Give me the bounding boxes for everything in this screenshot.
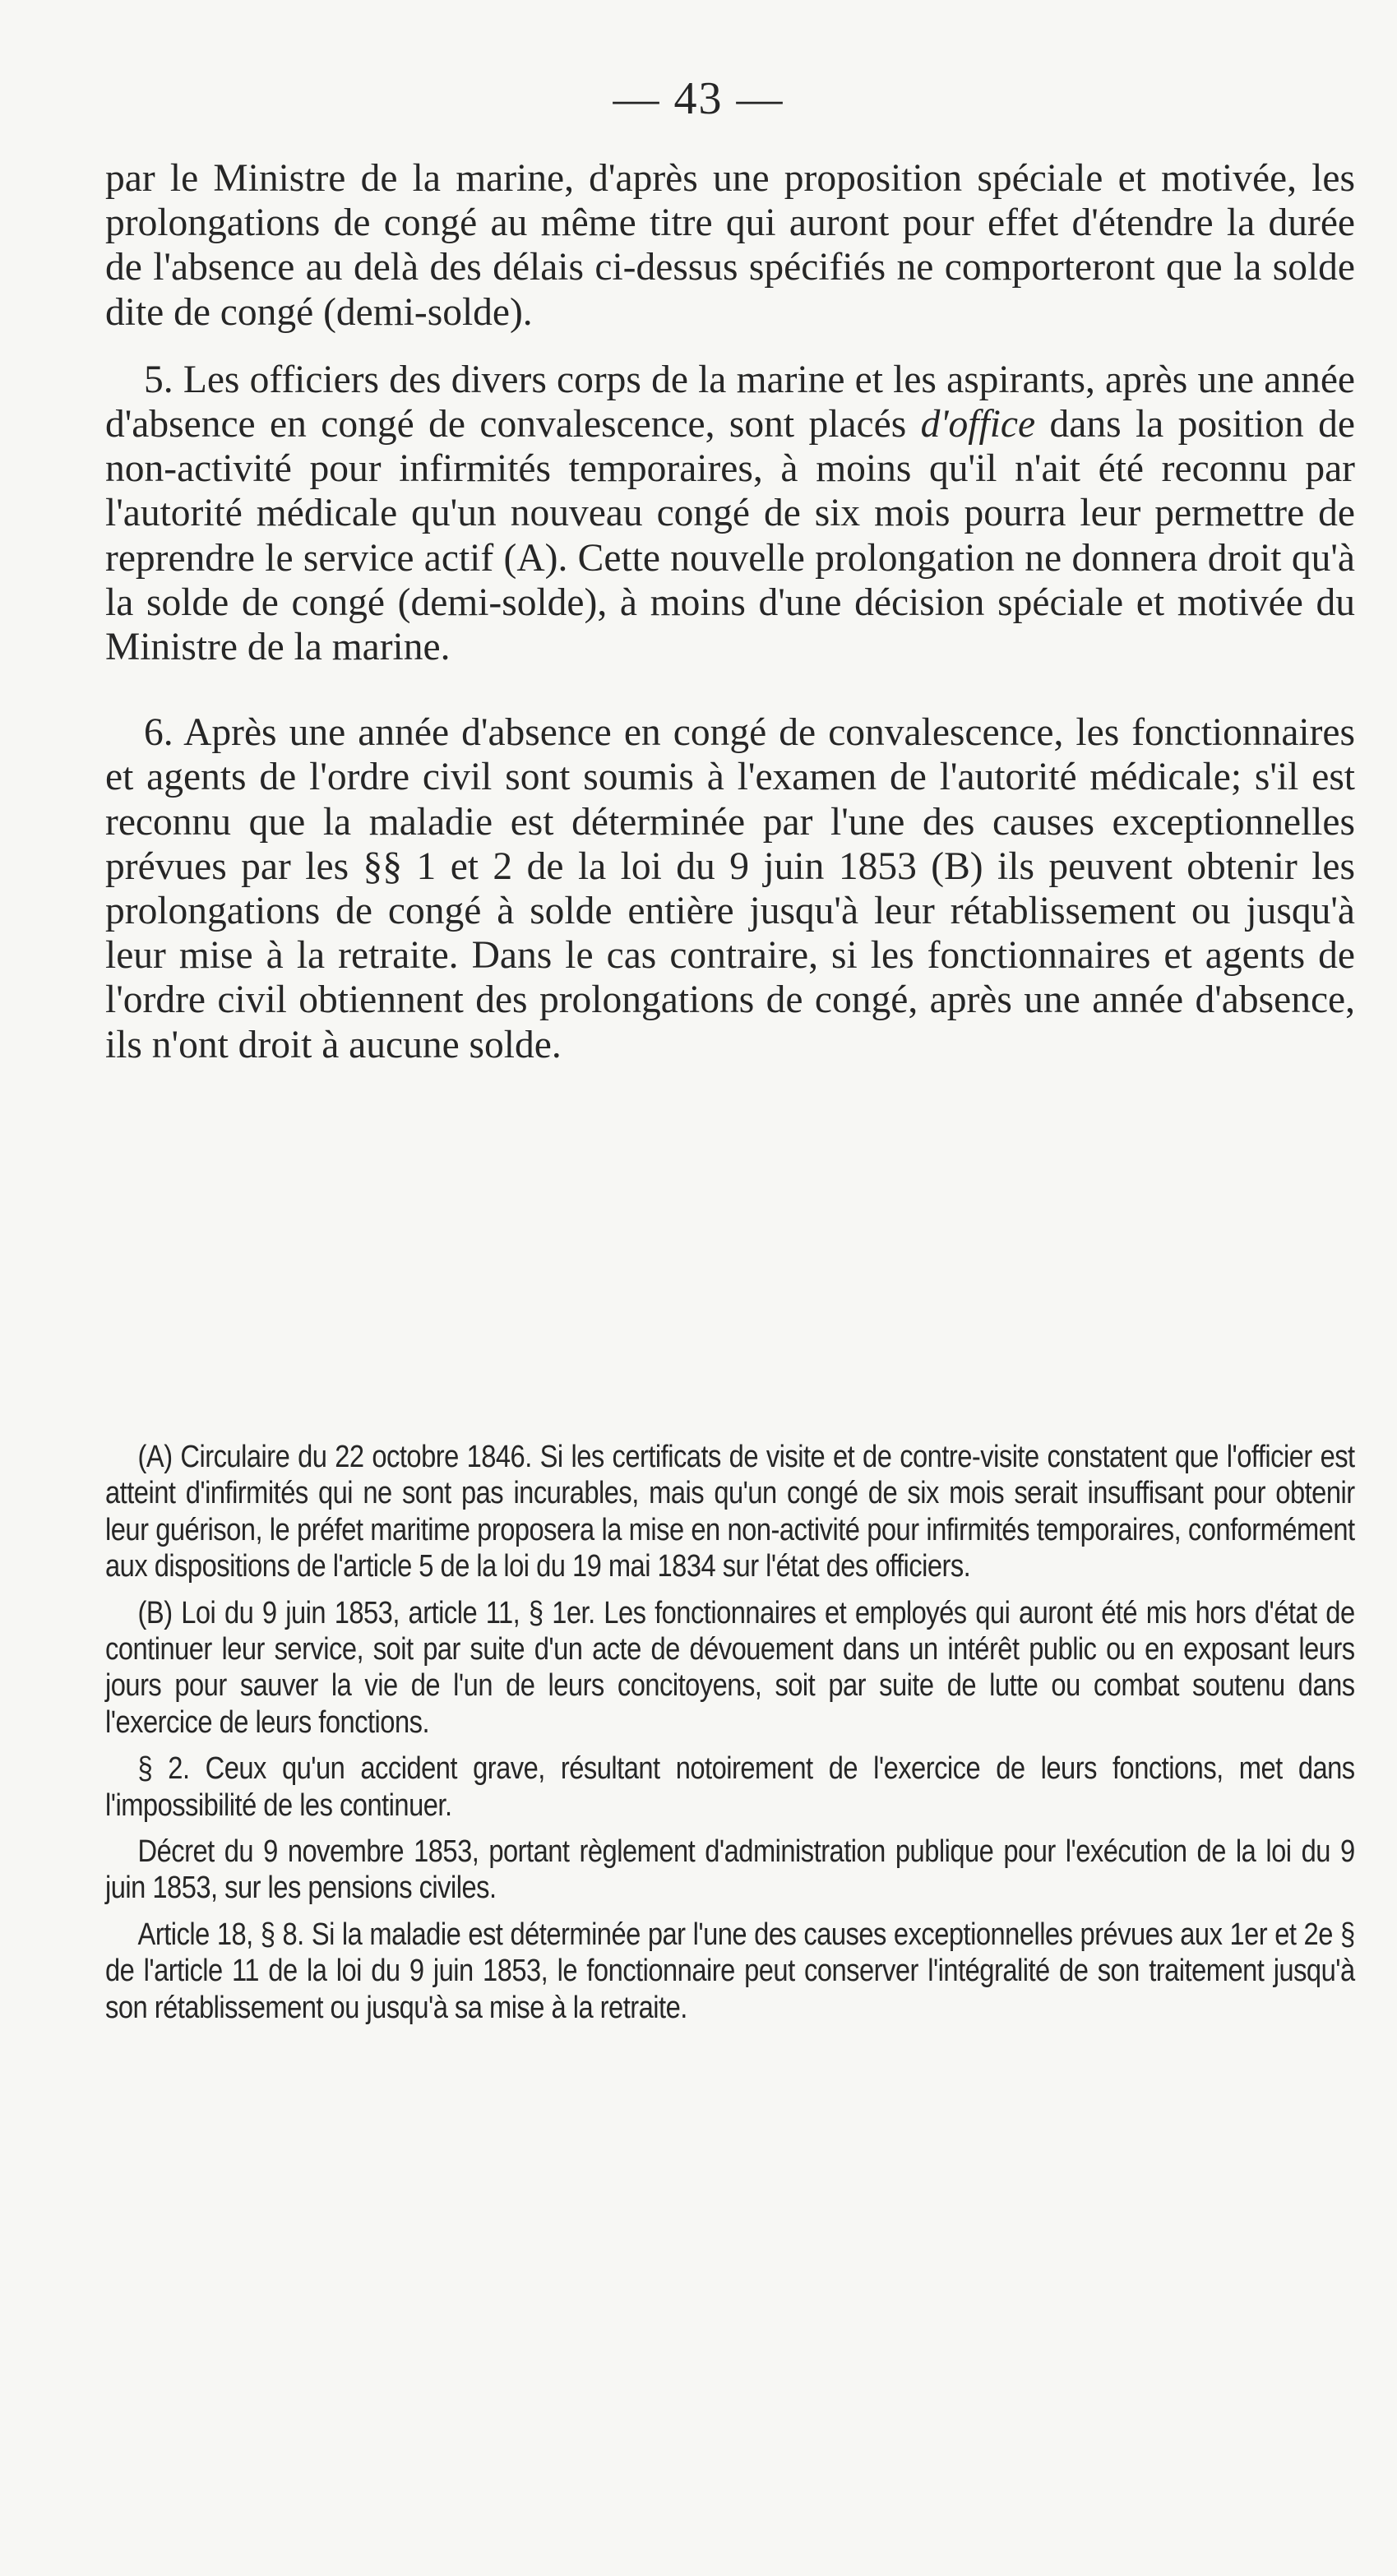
paragraph-5 [105, 358, 1355, 669]
main-text [105, 156, 1355, 1067]
paragraph-6: 6. Après une année d'absence en congé de convalescence, les fonctionnaires et agents de l'ordre civil sont soumis à l'examen de l'autorité médicale; s'il est reconnu que la maladie est déterminée par l'une des causes exceptionnelles prévues par les §§ 1 et 2 de la loi du 9 juin 1853 (B) ils peuvent obtenir les prolongations de congé à solde entière jusqu'à leur rétablissement ou jusqu'à leur mise à la retraite. Dans le cas contraire, si les fonctionnaires et agents de l'ordre civil obtiennent des prolongations de congé, après une année d'absence, ils n'ont droit à aucune solde. [105, 711, 1355, 1066]
footnote-b-section-2: § 2. Ceux qu'un accident grave, résultant notoirement de l'exercice de leurs fonctions, met dans l'impossibilité de les continuer. [105, 1751, 1355, 1823]
paragraph-5-part2: dans la position de non-activité pour infirmités temporaires, à moins qu'il n'ait été reconnu par l'autorité médicale qu'un nouveau congé de six mois pourra leur permettre de reprendre le service actif (A). Cette nouvelle prolongation ne donnera droit qu'à la solde de congé (demi-solde), à moins d'une décision spéciale et motivée du Ministre de la marine. [105, 403, 1355, 669]
footnotes [105, 1439, 1355, 2036]
page-number: — 43 — [613, 73, 784, 124]
paragraph-5-italic: d'office [920, 403, 1036, 446]
footnote-decret: Décret du 9 novembre 1853, portant règlement d'administration publique pour l'exécution de la loi du 9 juin 1853, sur les pensions civiles. [105, 1834, 1355, 1906]
footnote-a: (A) Circulaire du 22 octobre 1846. Si les certificats de visite et de contre-visite constatent que l'officier est atteint d'infirmités qui ne sont pas incurables, mais qu'un congé de six mois serait insuffisant pour obtenir leur guérison, le préfet maritime proposera la mise en non-activité pour infirmités temporaires, conformément aux dispositions de l'article 5 de la loi du 19 mai 1834 sur l'état des officiers. [105, 1440, 1355, 1584]
paragraph-continuation: par le Ministre de la marine, d'après une proposition spéciale et motivée, les prolongations de congé au même titre qui auront pour effet d'étendre la durée de l'absence au delà des délais ci-dessus spécifiés ne comporteront que la solde dite de congé (demi-solde). [105, 157, 1355, 334]
paragraph-5-part1: 5. Les officiers des divers corps de la marine et les aspirants, après une année d'absence en congé de convalescence, sont placés [105, 358, 1355, 446]
footnote-b: (B) Loi du 9 juin 1853, article 11, § 1er. Les fonctionnaires et employés qui auront été mis hors d'état de continuer leur service, soit par suite d'un acte de dévouement dans un intérêt public ou en exposant leurs jours pour sauver la vie de l'un de leurs concitoyens, soit par suite de lutte ou combat soutenu dans l'exercice de leurs fonctions. [105, 1595, 1355, 1740]
footnote-article-18: Article 18, § 8. Si la maladie est déterminée par l'une des causes exceptionnelles prévues aux 1er et 2e § de l'article 11 de la loi du 9 juin 1853, le fonctionnaire peut conserver l'intégralité de son traitement jusqu'à son rétablissement ou jusqu'à sa mise à la retraite. [105, 1917, 1355, 2025]
